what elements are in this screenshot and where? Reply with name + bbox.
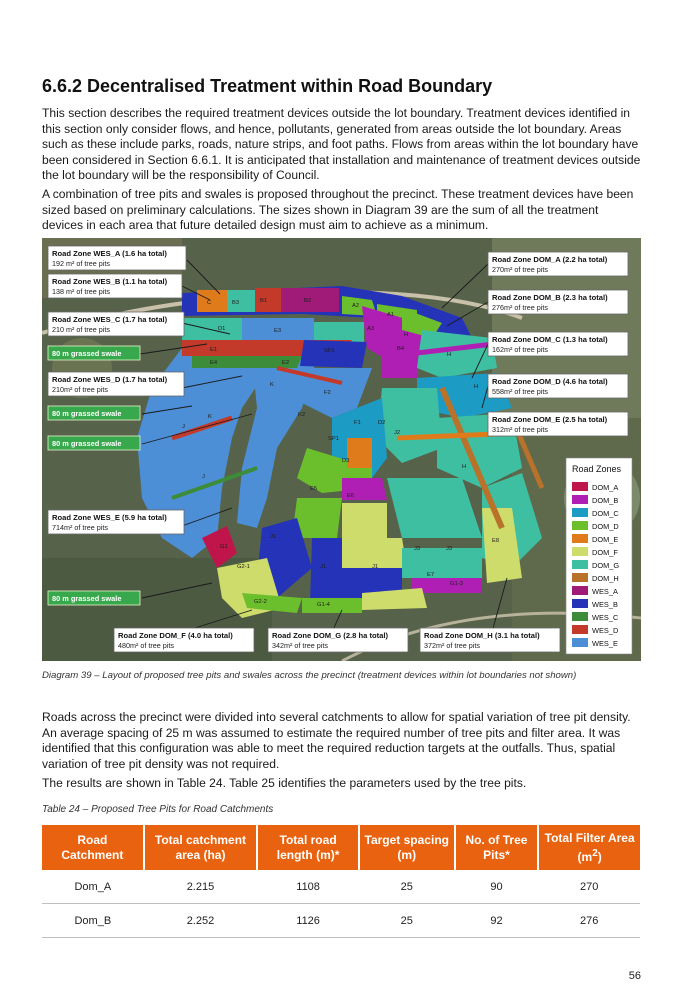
legend-swatch [572,612,588,621]
legend-label: DOM_H [592,574,619,583]
legend-label: WES_D [592,626,619,635]
label-title: Road Zone WES_A (1.6 ha total) [52,249,167,258]
road-zones-legend [566,458,632,654]
legend-label: DOM_G [592,561,620,570]
legend-label: DOM_E [592,535,619,544]
legend-label: WES_C [592,613,619,622]
block-code: J1 [320,564,327,570]
block-code: K [208,414,212,420]
table-caption: Table 24 – Proposed Tree Pits for Road Catchments [42,804,274,815]
block-code: SP1 [328,436,339,442]
legend-label: DOM_B [592,496,619,505]
label-title: Road Zone WES_E (5.9 ha total) [52,513,167,522]
swale-label-4 [48,591,140,605]
cell-catchment: Dom_A [42,870,144,904]
label-title: Road Zone DOM_F (4.0 ha total) [118,631,233,640]
label-title: Road Zone DOM_B (2.3 ha total) [492,293,608,302]
cell-area: 2.215 [144,870,258,904]
legend-swatch [572,560,588,569]
block-code: E3 [274,328,282,334]
block-code: B3 [232,300,240,306]
label-title: Road Zone WES_D (1.7 ha total) [52,375,168,384]
block-code: J [202,474,205,480]
block-code: B1 [260,298,268,304]
block-code: J3 [446,546,453,552]
label-sub: 162m² of tree pits [492,345,548,354]
block-code: E7 [427,572,435,578]
label-wes-d [48,372,184,396]
block-code: SF1 [324,348,335,354]
swale-label-2 [48,406,140,420]
block-code: H [404,332,409,338]
cell-spacing: 25 [359,870,455,904]
swale-label-3 [48,436,140,450]
block-code: D1 [218,326,226,332]
label-wes-a [48,246,186,270]
block-code: B2 [304,298,312,304]
table-row [42,904,640,938]
block-code: E2 [282,360,290,366]
block-code: D2 [378,420,386,426]
block-code: E6 [347,493,355,499]
legend-swatch [572,599,588,608]
block-code: H [474,384,479,390]
label-wes-b [48,274,182,298]
label-sub: 342m² of tree pits [272,641,328,650]
legend-swatch [572,573,588,582]
block-code: J3 [414,546,421,552]
label-dom-h [420,628,560,652]
block-code: J1 [372,564,379,570]
swale-text: 80 m grassed swale [52,349,122,358]
col-header-road-length: Total road length (m)* [257,825,359,870]
catchment-paragraph: Roads across the precinct were divided into several catchments to allow for spatial variation of tree pit density. An average spacing of 25 m was assumed to estimate the required number of tree pits and filter area. It was identified that this configuration was able to meet the required reduction targets at the outfalls. Thus, spatial variation of tree pit density was not required. [42,710,631,771]
legend-swatch [572,482,588,491]
section-heading: 6.6.2 Decentralised Treatment within Road Boundary [42,76,493,96]
label-sub: 210m² of tree pits [52,385,108,394]
block-code: A3 [367,326,375,332]
label-dom-f [114,628,254,652]
table-header-row [42,825,640,870]
label-sub: 192 m² of tree pits [52,259,110,268]
label-dom-b [488,290,628,314]
block-code: J [182,424,185,430]
legend-swatch [572,508,588,517]
block-code: G1-3 [450,581,463,587]
label-dom-e [488,412,628,436]
legend-swatch [572,521,588,530]
precinct-map [42,238,641,661]
label-dom-g [268,628,408,652]
label-title: Road Zone DOM_H (3.1 ha total) [424,631,540,640]
swale-text: 80 m grassed swale [52,409,122,418]
diagram-caption: Diagram 39 – Layout of proposed tree pits and swales across the precinct (treatment devices within lot boundaries not shown) [42,670,577,681]
treatment-paragraph: A combination of tree pits and swales is proposed throughout the precinct. These treatment devices have been sized based on preliminary calculations. The sizes shown in Diagram 39 are the sum of all the treatment devices in each area that future detailed design must aim to achieve as a minimum. [42,187,634,233]
label-dom-a [488,252,628,276]
block-code: H [447,352,452,358]
label-title: Road Zone DOM_C (1.3 ha total) [492,335,608,344]
legend-label: DOM_D [592,522,619,531]
block-code: E5 [310,486,318,492]
cell-tree-pits: 90 [455,870,539,904]
col-header-target-spacing: Target spacing (m) [359,825,455,870]
legend-swatch [572,495,588,504]
results-paragraph: The results are shown in Table 24. Table 25 identifies the parameters used by the tree pits. [42,776,527,790]
cell-spacing: 25 [359,904,455,938]
block-code: K2 [298,412,306,418]
block-code: H [462,464,467,470]
legend-label: WES_B [592,600,618,609]
tree-pits-table [42,825,640,938]
legend-label: DOM_A [592,483,619,492]
cell-filter-area: 270 [538,870,640,904]
label-title: Road Zone DOM_E (2.5 ha total) [492,415,608,424]
col-header-filter-area: Total Filter Area $(m^2)$ [538,825,640,870]
block-code: F2 [324,390,331,396]
label-title: Road Zone DOM_G (2.8 ha total) [272,631,389,640]
label-sub: 276m² of tree pits [492,303,548,312]
block-code: G2-1 [237,564,250,570]
block-code: K [270,382,274,388]
legend-label: WES_A [592,587,618,596]
label-wes-c [48,312,184,336]
cell-catchment: Dom_B [42,904,144,938]
block-code: J1 [270,534,277,540]
block-code: J2 [394,430,401,436]
label-wes-e [48,510,184,534]
swale-text: 80 m grassed swale [52,594,122,603]
block-code: E1 [210,347,218,353]
legend-label: DOM_F [592,548,618,557]
col-header-road-catchment: Road Catchment [42,825,144,870]
label-sub: 210 m² of tree pits [52,325,110,334]
legend-label: WES_E [592,639,618,648]
cell-filter-area: 276 [538,904,640,938]
cell-area: 2.252 [144,904,258,938]
table-row [42,870,640,904]
legend-swatch [572,625,588,634]
label-title: Road Zone DOM_A (2.2 ha total) [492,255,608,264]
col-header-tree-pits: No. of Tree Pits* [455,825,539,870]
label-sub: 270m² of tree pits [492,265,548,274]
block-code: E8 [492,538,500,544]
legend-swatch [572,638,588,647]
legend-label: DOM_C [592,509,619,518]
block-code: G1 [220,544,228,550]
cell-length: 1126 [257,904,359,938]
block-code: G2-2 [254,599,267,605]
legend-swatch [572,547,588,556]
block-code: G1-4 [317,602,330,608]
label-title: Road Zone WES_C (1.7 ha total) [52,315,168,324]
col-header-catchment-area: Total catchment area (ha) [144,825,258,870]
intro-paragraph: This section describes the required treatment devices outside the lot boundary. Treatment devices identified in this section only consider flows, and hence, pollutants, generated from areas outside the lot boundary. Areas such as these include parks, roads, nature strips, and foot paths. Flows from areas within the lot boundary have been considered in Section 6.6.1. It is anticipated that installation and maintenance of treatment devices outside the lot boundary will be the responsibility of Council. [42,106,641,183]
block-code: A2 [352,303,360,309]
legend-title: Road Zones [572,464,622,474]
block-code: A1 [387,312,395,318]
legend-swatch [572,534,588,543]
label-title: Road Zone DOM_D (4.6 ha total) [492,377,608,386]
block-code: E4 [210,360,218,366]
block-code: D3 [342,458,350,464]
cell-length: 1108 [257,870,359,904]
label-sub: 480m² of tree pits [118,641,174,650]
block-code: C [207,300,212,306]
label-sub: 558m² of tree pits [492,387,548,396]
label-title: Road Zone WES_B (1.1 ha total) [52,277,168,286]
label-sub: 312m² of tree pits [492,425,548,434]
page-number: 56 [628,970,641,982]
legend-swatch [572,586,588,595]
precinct-map-figure [42,238,641,661]
label-sub: 714m² of tree pits [52,523,108,532]
label-sub: 138 m² of tree pits [52,287,110,296]
block-code: B4 [397,346,405,352]
label-sub: 372m² of tree pits [424,641,480,650]
swale-text: 80 m grassed swale [52,439,122,448]
cell-tree-pits: 92 [455,904,539,938]
swale-label-1 [48,346,140,360]
label-dom-d [488,374,628,398]
label-dom-c [488,332,628,356]
block-code: F1 [354,420,361,426]
